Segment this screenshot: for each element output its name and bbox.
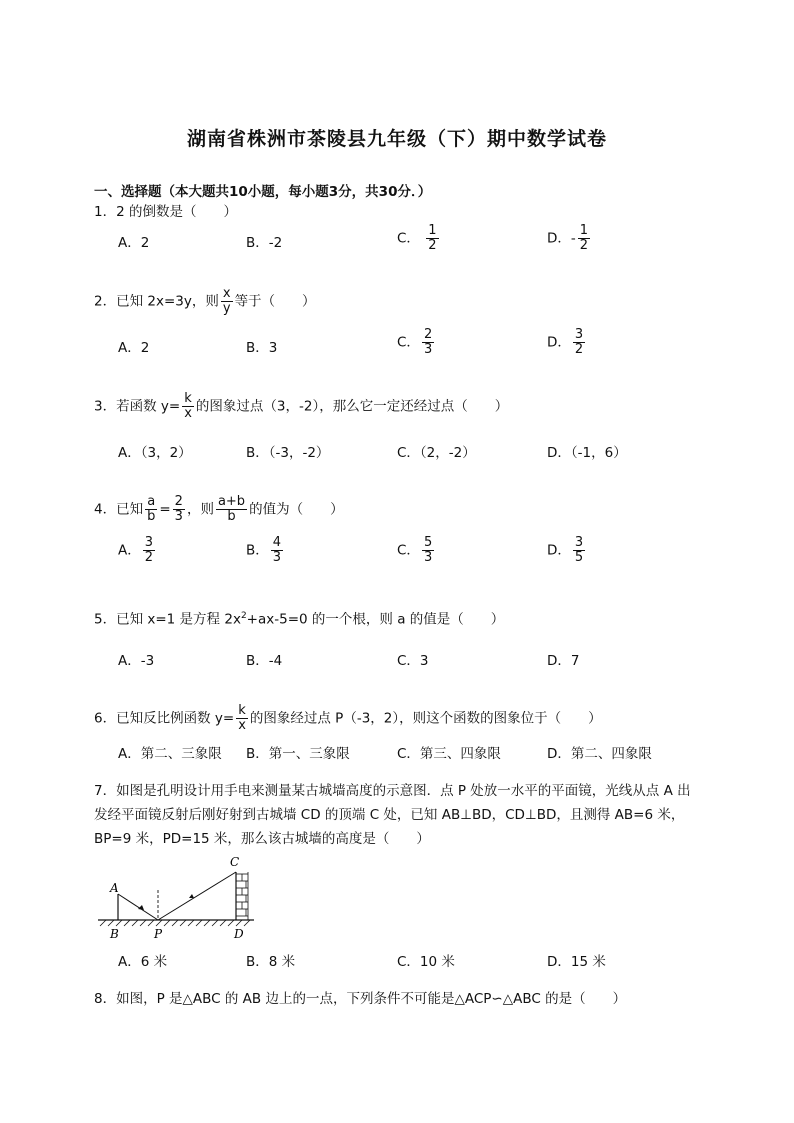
question-1-stem: 1．2 的倒数是（ ） — [94, 204, 237, 220]
q2-option-b: B．3 — [246, 340, 278, 356]
q6-fraction: $\frac{k}{x}$ — [238, 703, 246, 733]
q5-option-c: C．3 — [397, 653, 429, 669]
q4-fraction-sum: $\frac{a+b}{b}$ — [217, 494, 246, 524]
q1-option-d — [547, 224, 592, 253]
q5-option-d: D．7 — [547, 653, 580, 669]
q1-option-a: A．2 — [118, 235, 150, 251]
q4-option-a: A． $\frac{3}{2}$ — [118, 535, 154, 565]
q5-option-b: B．-4 — [246, 653, 283, 669]
question-5-stem: 5．已知 x=1 是方程 $2x^2+ax-5=0$ 的一个根，则 a 的值是（ ） — [94, 611, 505, 628]
q4-option-d: D． $\frac{3}{5}$ — [547, 535, 584, 565]
q3-option-d: D．（-1，6） — [547, 445, 627, 461]
label-d: D — [234, 927, 244, 940]
q3-fraction: $\frac{k}{x}$ — [184, 391, 192, 421]
q1-option-c-label: C． — [397, 230, 420, 247]
q3-option-c: C．（2，-2） — [397, 445, 476, 461]
ray-pc — [158, 872, 236, 920]
q6-option-b: B．第一、三象限 — [246, 746, 350, 762]
q6-option-c: C．第三、四象限 — [397, 746, 501, 762]
ground-hatching — [100, 920, 250, 926]
q6-option-d: D．第二、四象限 — [547, 746, 652, 762]
q1-option-d-fraction: $\frac{1}{2}$ — [579, 223, 589, 253]
question-8-stem: 8．如图，P 是△ABC 的 AB 边上的一点，下列条件不可能是△ACP∽△ABC 的是（ ） — [94, 991, 627, 1007]
q2-option-a: A．2 — [118, 340, 150, 356]
q5-option-a: A．-3 — [118, 653, 155, 669]
q2-option-d: D． $\frac{3}{2}$ — [547, 327, 584, 357]
question-6-stem: 6．已知反比例函数 y= $\frac{k}{x}$ 的图象经过点 P（-3，2），则这个函数的图象位于（ ） — [94, 703, 602, 733]
label-b: B — [110, 927, 119, 940]
q7-geometry-figure — [94, 850, 264, 940]
q2-option-c: C． $\frac{2}{3}$ — [397, 327, 433, 357]
q1-option-d-label: D． — [547, 230, 571, 247]
section-heading: 一、选择题（本大题共10小题，每小题3分，共30分．） — [94, 184, 432, 200]
q2-fraction: $\frac{x}{y}$ — [222, 286, 231, 316]
question-7-stem: 7．如图是孔明设计用手电来测量某古城墙高度的示意图．点 P 处放一水平的平面镜，光线从点 A 出发经平面镜反射后刚好射到古城墙 CD 的顶端 C 处，已知 AB⊥BD，CD⊥BD，且测得 AB=6 米，BP=9 米，PD=15 米，那么该古城墙的高度是（ ） — [94, 783, 691, 847]
q4-option-d-fraction: $\frac{3}{5}$ — [574, 535, 584, 565]
exam-title: 湖南省株洲市茶陵县九年级（下）期中数学试卷 — [186, 128, 607, 150]
q4-fraction-2-over-3: $\frac{2}{3}$ — [174, 494, 183, 524]
q1-option-c-fraction: $\frac{1}{2}$ — [428, 223, 437, 253]
q1-option-d-sign: - — [570, 230, 576, 247]
q3-option-a: A．（3，2） — [118, 445, 192, 461]
q4-option-c: C． $\frac{5}{3}$ — [397, 535, 433, 565]
q1-option-c — [397, 224, 441, 253]
question-2-stem: 2．已知 2x=3y，则 $\frac{x}{y}$ 等于（ ） — [94, 286, 316, 316]
q4-option-a-fraction: $\frac{3}{2}$ — [144, 535, 154, 565]
label-c: C — [230, 855, 240, 869]
label-p: P — [154, 927, 163, 940]
q7-option-a: A．6 米 — [118, 954, 168, 970]
q2-option-d-fraction: $\frac{3}{2}$ — [574, 327, 584, 357]
q4-option-b: B． $\frac{4}{3}$ — [246, 535, 282, 565]
question-3-stem: 3．若函数 y= $\frac{k}{x}$ 的图象过点（3，-2），那么它一定还经过点（ ） — [94, 391, 509, 421]
q1-option-b: B．-2 — [246, 235, 283, 251]
q4-option-c-fraction: $\frac{5}{3}$ — [423, 535, 433, 565]
q4-option-b-fraction: $\frac{4}{3}$ — [272, 535, 282, 565]
q7-option-c: C．10 米 — [397, 954, 455, 970]
label-a: A — [110, 881, 119, 895]
question-4-stem: 4．已知 $\frac{a}{b}$ = $\frac{2}{3}$ ，则 $\frac{a+b}{b}$ 的值为（ ） — [94, 494, 344, 524]
q7-option-b: B．8 米 — [246, 954, 296, 970]
q7-option-d: D．15 米 — [547, 954, 606, 970]
q3-option-b: B．（-3，-2） — [246, 445, 330, 461]
q6-option-a: A．第二、三象限 — [118, 746, 222, 762]
wall-hatching — [236, 872, 248, 920]
q2-option-c-fraction: $\frac{2}{3}$ — [423, 327, 433, 357]
arrow-pc — [189, 894, 194, 898]
ray-ap — [118, 894, 158, 920]
q4-fraction-a-over-b: $\frac{a}{b}$ — [147, 494, 156, 524]
